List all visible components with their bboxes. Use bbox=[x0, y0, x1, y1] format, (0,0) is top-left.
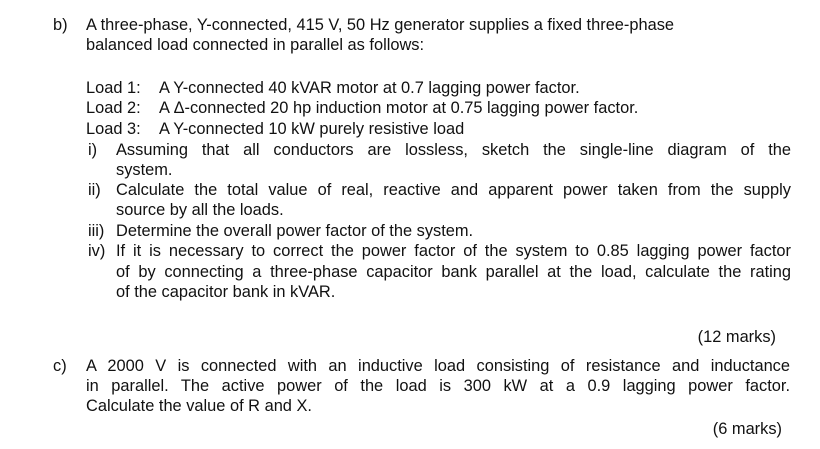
load-3-text: A Y-connected 10 kW purely resistive load bbox=[159, 120, 465, 138]
part-b-marks: (12 marks) bbox=[697, 328, 776, 346]
load-1-label: Load 1: bbox=[86, 79, 141, 97]
question-iv-line3: of the capacitor bank in kVAR. bbox=[116, 283, 336, 301]
question-iii-label: iii) bbox=[88, 222, 105, 240]
question-iv-label: iv) bbox=[88, 242, 106, 260]
part-c-line2: in parallel. The active power of the load is 300 kW at a 0.9 lagging power factor. bbox=[86, 377, 790, 395]
part-c-line1: A 2000 V is connected with an inductive load consisting of resistance and inductance bbox=[86, 357, 790, 375]
load-2-label: Load 2: bbox=[86, 99, 141, 117]
question-i-label: i) bbox=[88, 141, 98, 159]
load-1-text: A Y-connected 40 kVAR motor at 0.7 lagging power factor. bbox=[159, 79, 580, 97]
load-3-label: Load 3: bbox=[86, 120, 141, 138]
part-c-marks: (6 marks) bbox=[712, 420, 782, 438]
question-iii-line1: Determine the overall power factor of the system. bbox=[116, 222, 474, 240]
part-c-line3: Calculate the value of R and X. bbox=[86, 397, 312, 415]
question-ii-label: ii) bbox=[88, 181, 101, 199]
part-b-intro-line1: A three-phase, Y-connected, 415 V, 50 Hz generator supplies a fixed three-phase bbox=[86, 16, 675, 34]
question-iv-line1: If it is necessary to correct the power factor of the system to 0.85 lagging power factor bbox=[116, 242, 791, 260]
question-i-line2: system. bbox=[116, 161, 173, 179]
question-i-line1: Assuming that all conductors are lossless, sketch the single-line diagram of the bbox=[116, 141, 791, 159]
load-2-text: A Δ-connected 20 hp induction motor at 0.75 lagging power factor. bbox=[159, 99, 639, 117]
question-ii-line2: source by all the loads. bbox=[116, 201, 284, 219]
question-iv-line2: of by connecting a three-phase capacitor bank parallel at the load, calculate the rating bbox=[116, 263, 791, 281]
question-ii-line1: Calculate the total value of real, reactive and apparent power taken from the supply bbox=[116, 181, 791, 199]
part-b-label: b) bbox=[53, 16, 68, 34]
part-c-label: c) bbox=[53, 357, 67, 375]
part-b-intro-line2: balanced load connected in parallel as follows: bbox=[86, 36, 425, 54]
